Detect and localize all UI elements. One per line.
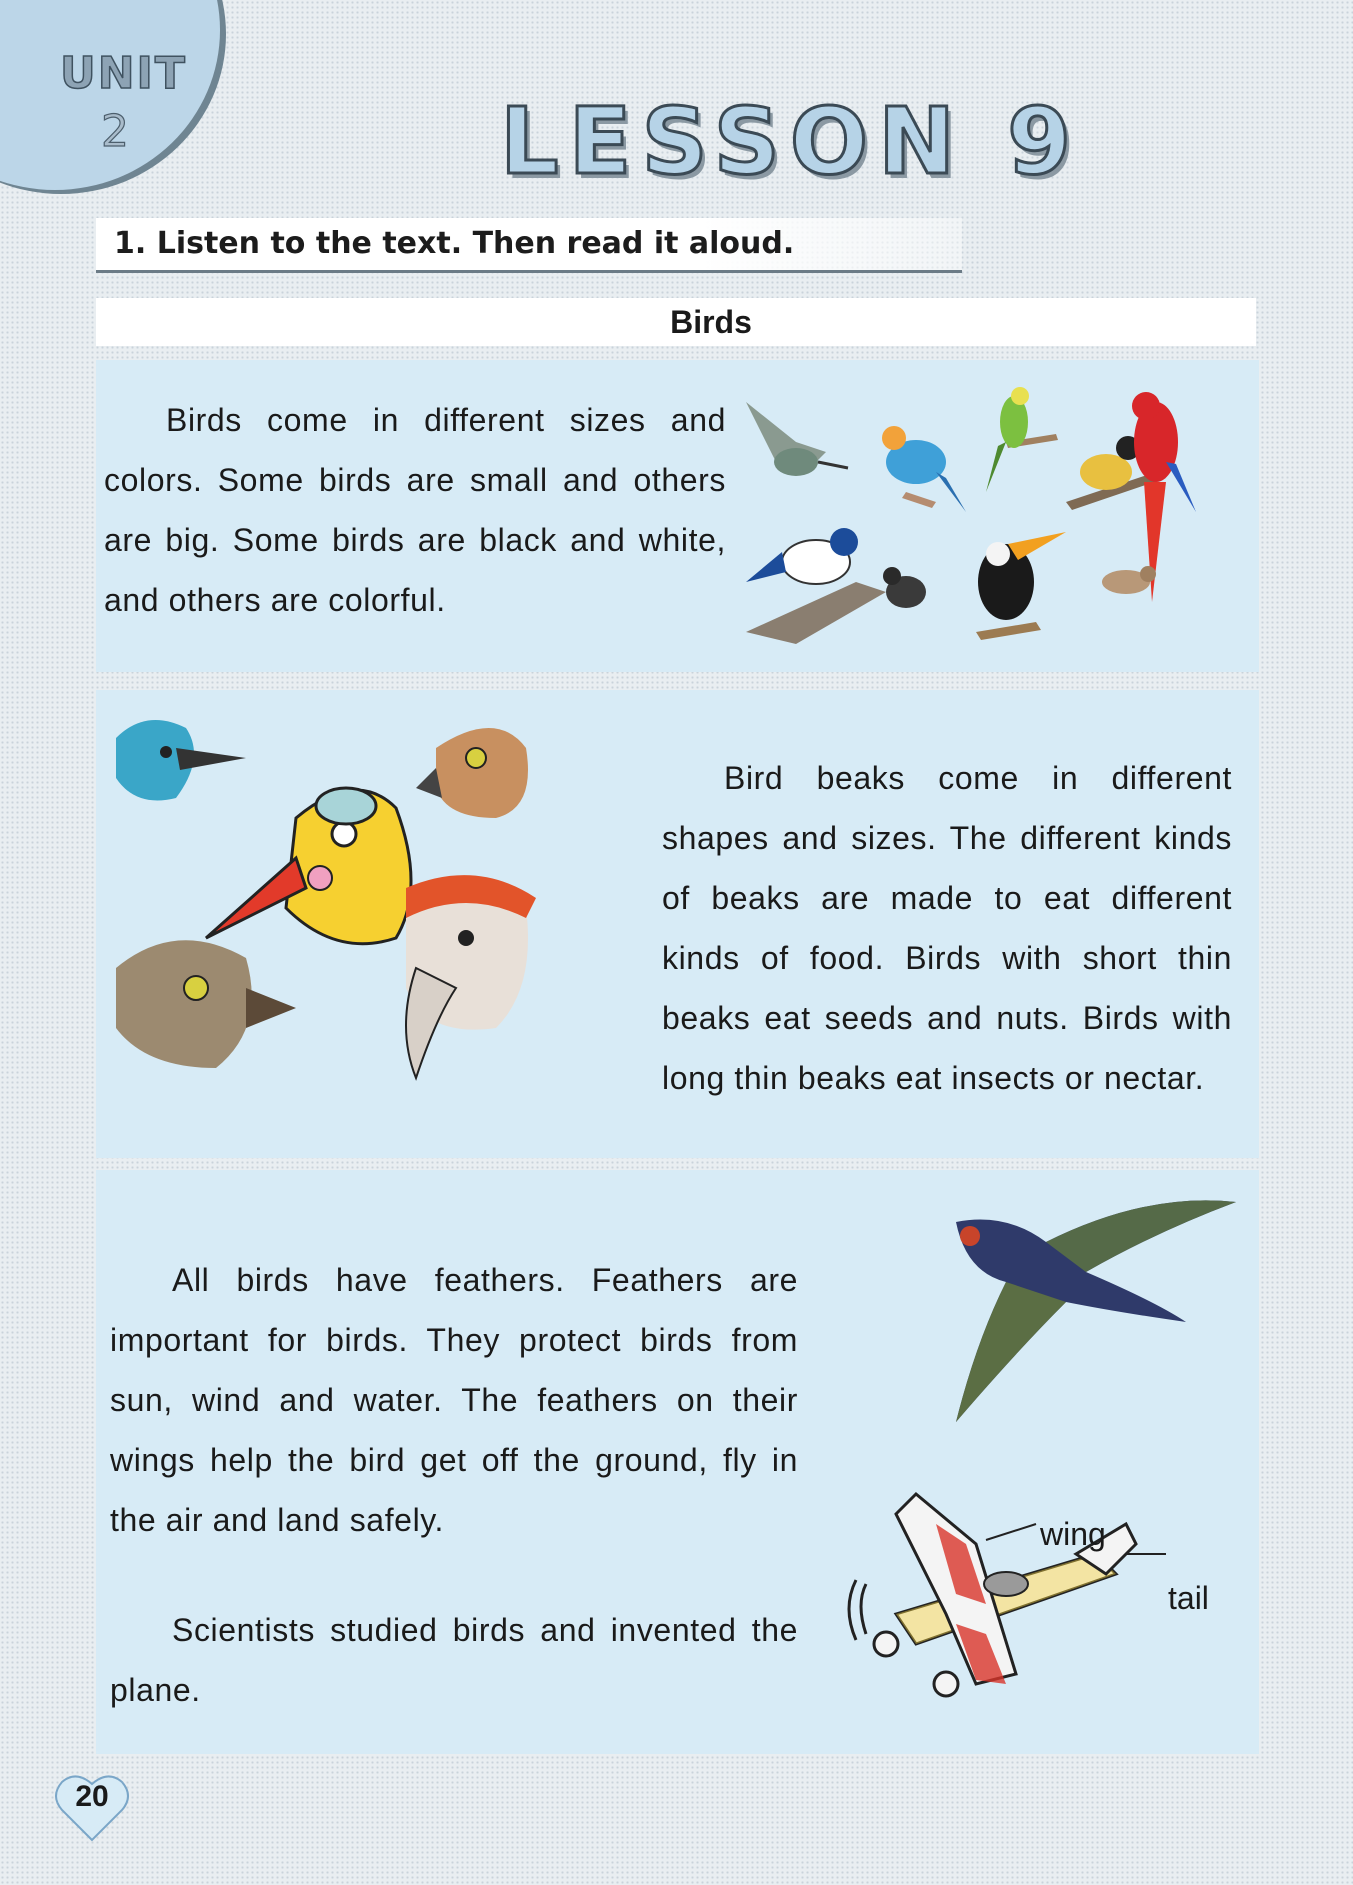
paragraph-plane: [110, 1600, 798, 1720]
lesson-title: LESSON 9: [500, 88, 1082, 195]
instruction-bar: [96, 218, 962, 273]
beaks-illustration: [96, 708, 636, 1154]
wing-label: wing: [1040, 1516, 1106, 1552]
paragraph-text: All birds have feathers. Feathers are important for birds. They protect birds from sun, wind and water. The feathers on their wings help the bird get off the ground, fly in the air and land safely.: [110, 1262, 798, 1538]
unit-number: 2: [101, 106, 129, 157]
heading-bar: [96, 298, 1256, 346]
paragraph-beaks: [662, 748, 1232, 1108]
page-number: 20: [75, 1780, 109, 1813]
paragraph-text: Scientists studied birds and invented the plane.: [110, 1612, 798, 1708]
biplane-illustration: [836, 1484, 1196, 1734]
instruction-text: 1. Listen to the text. Then read it aloud.: [114, 226, 795, 261]
birds-illustration: [736, 382, 1236, 654]
paragraph-sizes-colors: [104, 390, 726, 630]
section-sizes-colors: [96, 360, 1259, 672]
unit-label: UNIT: [60, 48, 187, 99]
paragraph-text: Birds come in different sizes and colors. Some birds are small and others are big. Some birds are black and white, and others are colorful.: [104, 402, 726, 618]
paragraph-feathers: [110, 1250, 798, 1550]
paragraph-text: Bird beaks come in different shapes and sizes. The different kinds of beaks are made to eat different kinds of food. Birds with short thin beaks eat seeds and nuts. Birds with long thin beaks eat insects or nectar.: [662, 760, 1232, 1096]
reading-title: Birds: [670, 304, 752, 340]
section-beaks: [96, 690, 1259, 1158]
section-feathers: [96, 1170, 1259, 1754]
swallow-illustration: [896, 1192, 1276, 1472]
tail-label: tail: [1168, 1580, 1209, 1616]
